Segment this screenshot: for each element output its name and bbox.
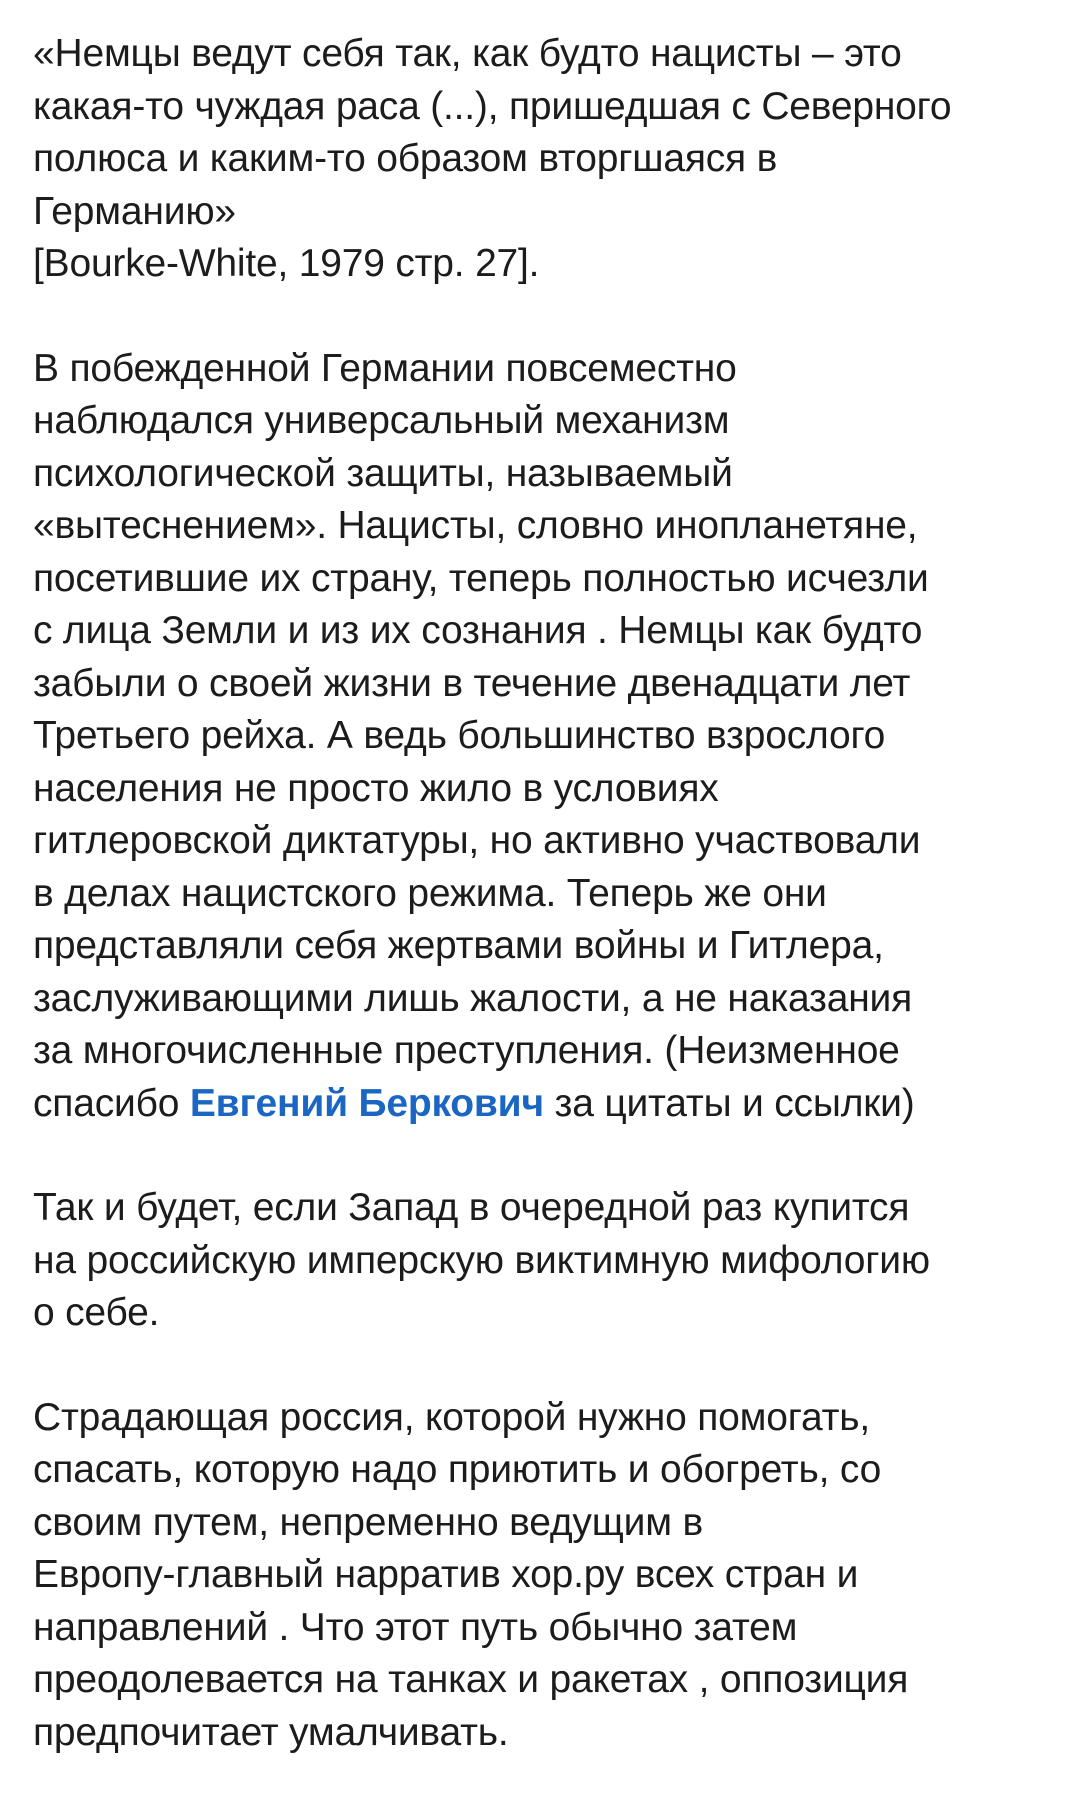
text-line: Так и будет, если Запад в очередной раз купится bbox=[33, 1186, 910, 1229]
text-line: наблюдался универсальный механизм bbox=[33, 399, 730, 442]
text-line: направлений . Что этот путь обычно затем bbox=[33, 1605, 798, 1649]
text-line-with-mention bbox=[33, 1078, 1063, 1131]
text-line: Страдающая россия, которой нужно помогать, bbox=[33, 1395, 870, 1439]
quote-line: Германию» bbox=[33, 189, 236, 233]
paragraph-west bbox=[33, 1182, 1063, 1340]
text-line: своим путем, непременно ведущим в bbox=[33, 1500, 703, 1544]
text-line: населения не просто жило в условиях bbox=[33, 766, 719, 810]
text-line: забыли о своей жизни в течение двенадцати лет bbox=[33, 661, 911, 705]
quote-line: полюса и каким-то образом вторгшаяся в bbox=[33, 137, 778, 180]
text-line: психологической защиты, называемый bbox=[33, 451, 733, 495]
text-line: Европу-главный нарратив хор.ру всех стран и bbox=[33, 1553, 859, 1596]
text-line: гитлеровской диктатуры, но активно участвовали bbox=[33, 819, 921, 862]
text-line: спасать, которую надо приютить и обогреть, со bbox=[33, 1448, 882, 1491]
quote-citation: [Bourke-White, 1979 стр. 27]. bbox=[33, 242, 540, 285]
text-line: за многочисленные преступления. (Неизменное bbox=[33, 1029, 900, 1072]
text-line: с лица Земли и из их сознания . Немцы как будто bbox=[33, 609, 923, 652]
text-line: преодолевается на танках и ракетах , оппозиция bbox=[33, 1658, 909, 1701]
text-line: Третьего рейха. А ведь большинство взрослого bbox=[33, 714, 886, 757]
quote-line: какая-то чуждая раса (...), пришедшая с Северного bbox=[33, 84, 952, 128]
text-before-mention: спасибо bbox=[33, 1081, 190, 1125]
user-mention-link[interactable]: Евгений Беркович bbox=[189, 1081, 544, 1125]
quote-paragraph bbox=[33, 28, 1063, 291]
text-line: заслуживающими лишь жалости, а не наказания bbox=[33, 976, 913, 1020]
post-body bbox=[33, 28, 1063, 1811]
text-after-mention: за цитаты и ссылки) bbox=[543, 1081, 915, 1125]
quote-line: «Немцы ведут себя так, как будто нацисты – это bbox=[33, 32, 902, 75]
text-line: предпочитает умалчивать. bbox=[33, 1710, 509, 1754]
text-line: «вытеснением». Нацисты, словно инопланетяне, bbox=[33, 504, 918, 547]
paragraph-russia bbox=[33, 1392, 1063, 1760]
text-line: на российскую имперскую виктимную мифологию bbox=[33, 1238, 930, 1282]
text-line: о себе. bbox=[33, 1291, 160, 1334]
text-line: посетившие их страну, теперь полностью исчезли bbox=[33, 556, 929, 600]
text-line: представляли себя жертвами войны и Гитлера, bbox=[33, 924, 884, 967]
paragraph-repression bbox=[33, 343, 1063, 1131]
text-line: в делах нацистского режима. Теперь же они bbox=[33, 871, 827, 915]
text-line: В побежденной Германии повсеместно bbox=[33, 346, 737, 390]
